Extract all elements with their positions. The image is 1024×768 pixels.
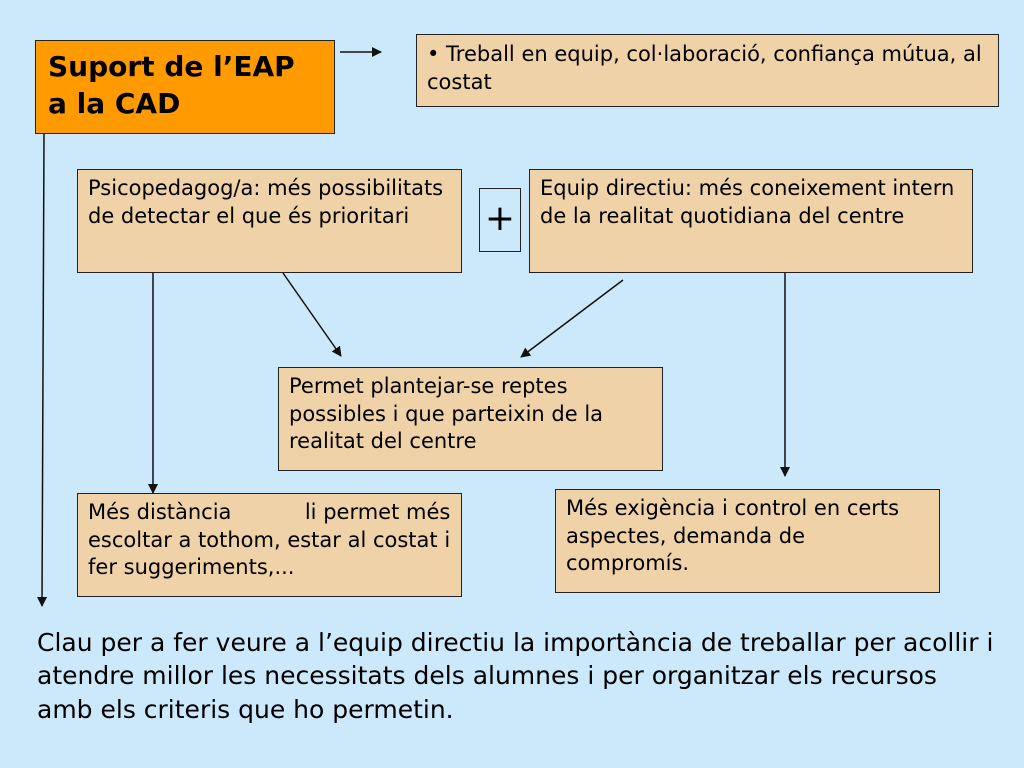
title-line-1: Suport de l’EAP <box>48 50 295 83</box>
exigencia-box: Més exigència i control en certs aspectes, demanda de compromís. <box>555 489 940 593</box>
title-line-2: a la CAD <box>48 86 181 120</box>
title-box <box>35 40 335 134</box>
teamwork-box: • Treball en equip, col·laboració, confiança mútua, al costat <box>416 34 999 107</box>
permet-box: Permet plantejar-se reptes possibles i que parteixin de la realitat del centre <box>278 367 663 471</box>
arrow-psico-to-permet <box>283 273 341 356</box>
distancia-box: Més distància li permet més escoltar a tothom, estar al costat i fer suggeriments,... <box>77 493 462 597</box>
arrow-title-to-bottom <box>42 134 44 606</box>
plus-sign: + <box>479 188 521 252</box>
psicopedagog-box: Psicopedagog/a: més possibilitats de detectar el que és prioritari <box>77 169 462 273</box>
conclusion-text: Clau per a fer veure a l’equip directiu la importància de treballar per acollir i atendre millor les necessitats dels alumnes i per organitzar els recursos amb els criteris que ho permetin. <box>37 628 994 724</box>
equip-directiu-box: Equip directiu: més coneixement intern de la realitat quotidiana del centre <box>529 169 973 273</box>
arrow-equip-to-permet <box>521 280 623 357</box>
